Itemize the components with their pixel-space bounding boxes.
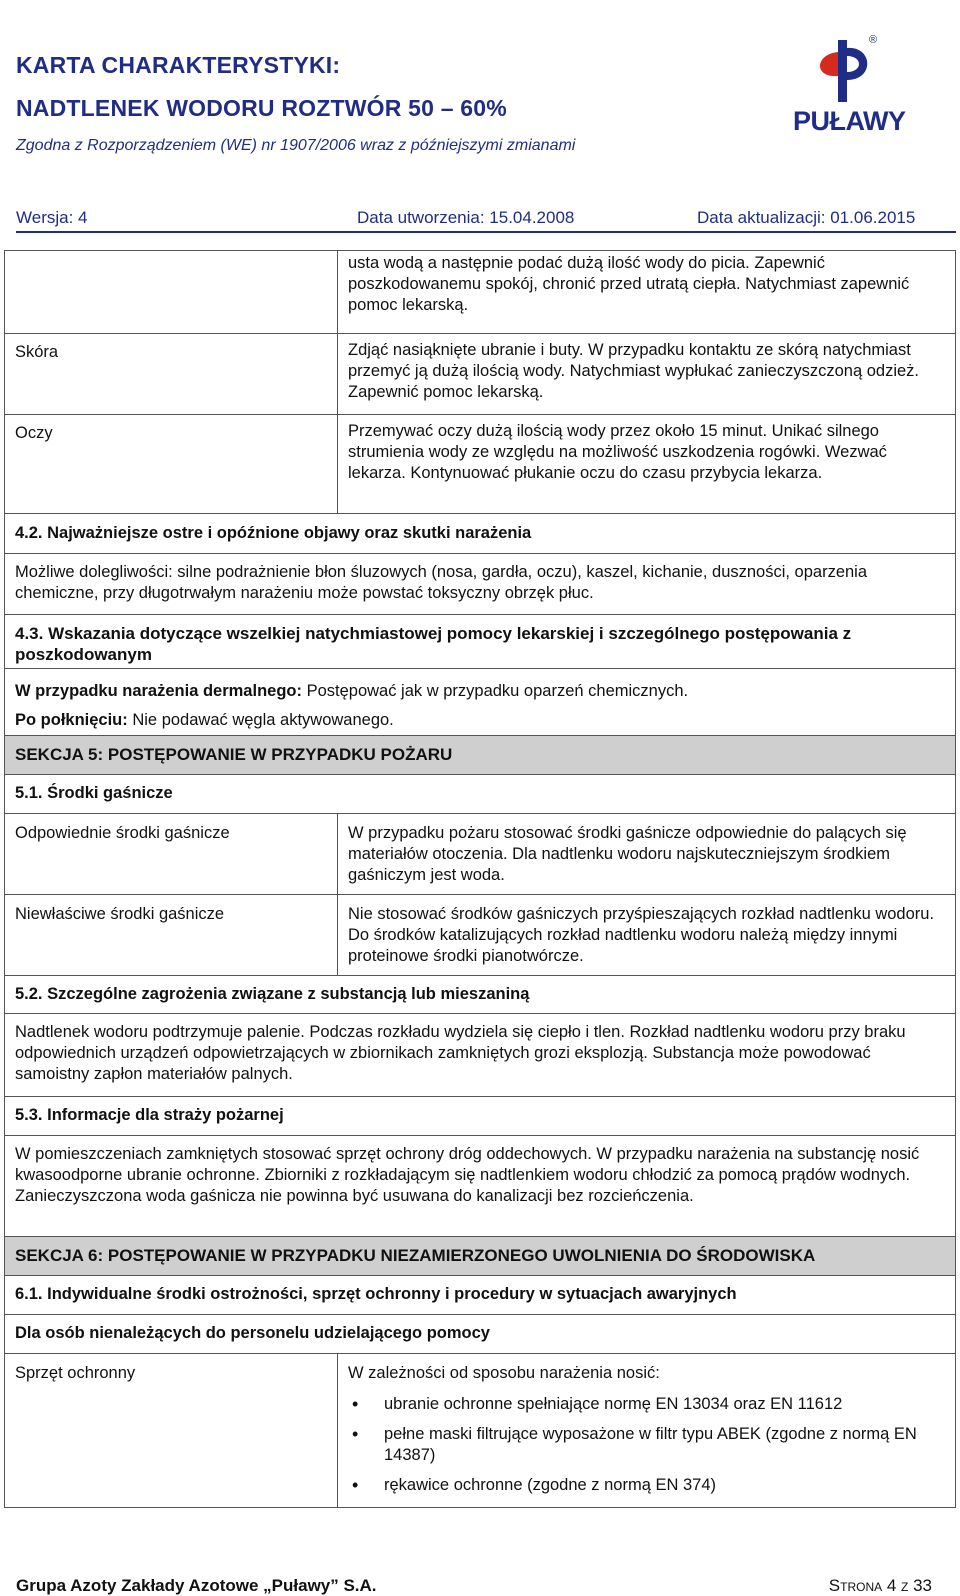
equipment-intro: W zależności od sposobu narażenia nosić: <box>348 1364 660 1382</box>
subsection-heading: Dla osób nienależących do personelu udzielającego pomocy <box>15 1324 490 1342</box>
product-name: NADTLENEK WODORU ROZTWÓR 50 – 60% <box>16 95 507 121</box>
ingestion-line <box>15 706 688 735</box>
subsection-text <box>5 669 698 735</box>
subsection-text: Nadtlenek wodoru podtrzymuje palenie. Podczas rozkładu wydziela się ciepło i tlen. Rozkład nadtlenku wodoru przy braku odpowiednich urządzeń odpowietrzających w zbiornikach zamkniętych grozi eksplozją. Substancja może powodować samoistny zapłon materiałów palnych. <box>15 1023 906 1083</box>
equipment-label: Sprzęt ochronny <box>5 1354 338 1507</box>
section-5-header <box>4 736 956 775</box>
first-aid-label: Skóra <box>5 334 338 414</box>
media-label: Niewłaściwe środki gaśnicze <box>5 895 338 975</box>
section-heading: SEKCJA 5: POSTĘPOWANIE W PRZYPADKU POŻARU <box>5 736 462 774</box>
creation-date: Data utworzenia: 15.04.2008 <box>357 208 575 227</box>
equipment-list <box>348 1394 945 1496</box>
subsection-heading: 5.1. Środki gaśnicze <box>15 784 173 802</box>
first-aid-label: Oczy <box>5 415 338 513</box>
dermal-text: Postępować jak w przypadku oparzeń chemicznych. <box>301 682 689 700</box>
subsection-6-1-heading <box>4 1276 956 1315</box>
subsection-4-3-body <box>4 669 956 736</box>
first-aid-text: Przemywać oczy dużą ilością wody przez około 15 minut. Unikać silnego strumienia wody ze względu na możliwość uszkodzenia rogówki. Wezwać lekarza. Kontynuować płukanie oczu do czasu przybycia lekarza. <box>348 422 887 482</box>
first-aid-text: Zdjąć nasiąknięte ubranie i buty. W przypadku kontaktu ze skórą natychmiast przemyć ją dużą ilością wody. Natychmiast wypłukać zanieczyszczoną odzież. Zapewnić pomoc lekarską. <box>348 341 920 401</box>
update-date: Data aktualizacji: 01.06.2015 <box>697 208 916 227</box>
dermal-label: W przypadku narażenia dermalnego: <box>15 682 302 700</box>
version: Wersja: 4 <box>16 208 88 227</box>
media-text: W przypadku pożaru stosować środki gaśnicze odpowiednie do palących się materiałów otoczenia. Dla nadtlenku wodoru najskuteczniejszym środkiem gaśniczym jest woda. <box>348 824 907 884</box>
subsection-heading: 5.3. Informacje dla straży pożarnej <box>15 1106 284 1124</box>
subsection-5-2-body <box>4 1014 956 1097</box>
logo-text: PUŁAWY <box>793 106 906 136</box>
list-item: • pełne maski filtrujące wyposażone w filtr typu ABEK (zgodne z normą EN 14387) <box>348 1424 945 1466</box>
equipment-content <box>338 1354 955 1507</box>
protective-equipment-row <box>4 1354 956 1508</box>
document-title: KARTA CHARAKTERYSTYKI: <box>16 52 341 78</box>
subsection-heading: 5.2. Szczególne zagrożenia związane z substancją lub mieszaniną <box>15 985 530 1003</box>
document-body <box>4 250 956 1508</box>
pulawy-logo <box>793 34 906 142</box>
subsection-4-2-heading <box>4 514 956 554</box>
subsection-heading: 4.3. Wskazania dotyczące wszelkiej natychmiastowej pomocy lekarskiej i szczególnego postępowania z poszkodowanym <box>15 624 852 664</box>
subsection-5-2-heading <box>4 976 956 1014</box>
registered-mark: ® <box>869 34 878 46</box>
non-emergency-personnel-heading <box>4 1315 956 1354</box>
extinguishing-media-suitable <box>4 814 956 895</box>
subsection-text: W pomieszczeniach zamkniętych stosować sprzęt ochrony dróg oddechowych. W przypadku narażenia na substancję nosić kwasoodporne ubranie ochronne. Zbiorniki z rozkładającym się nadtlenkiem wodoru chłodzić za pomocą prądów wodnych. Zanieczyszczona woda gaśnicza nie powinna być usuwana do kanalizacji bez rozcieńczenia. <box>15 1145 920 1205</box>
subsection-5-3-body <box>4 1136 956 1237</box>
ingestion-label: Po połknięciu: <box>15 711 128 729</box>
section-heading: SEKCJA 6: POSTĘPOWANIE W PRZYPADKU NIEZAMIERZONEGO UWOLNIENIA DO ŚRODOWISKA <box>5 1237 825 1275</box>
header-divider <box>16 231 956 233</box>
page-number: Strona 4 z 33 <box>828 1576 932 1595</box>
first-aid-row-skin <box>4 334 956 415</box>
subsection-5-1-heading <box>4 775 956 814</box>
list-item: • rękawice ochronne (zgodne z normą EN 374) <box>348 1475 945 1496</box>
extinguishing-media-unsuitable <box>4 895 956 976</box>
section-6-header <box>4 1237 956 1276</box>
media-text: Nie stosować środków gaśniczych przyśpieszających rozkład nadtlenku wodoru. Do środków katalizujących rozkład nadtlenku wodoru należą między innymi proteinowe środki pianotwórcze. <box>348 905 935 965</box>
first-aid-row <box>4 250 956 334</box>
first-aid-text: usta wodą a następnie podać dużą ilość wody do picia. Zapewnić poszkodowanemu spokój, chronić przed utratą ciepła. Natychmiast zapewnić pomoc lekarską. <box>348 254 910 314</box>
first-aid-label <box>5 251 338 333</box>
ingestion-text: Nie podawać węgla aktywowanego. <box>127 711 394 729</box>
subsection-heading: 4.2. Najważniejsze ostre i opóźnione objawy oraz skutki narażenia <box>15 524 532 542</box>
subsection-heading: 6.1. Indywidualne środki ostrożności, sprzęt ochronny i procedury w sytuacjach awaryjnych <box>15 1285 737 1303</box>
list-item: • ubranie ochronne spełniające normę EN 13034 oraz EN 11612 <box>348 1394 945 1415</box>
dermal-line <box>15 677 688 706</box>
subsection-4-2-body <box>4 554 956 615</box>
subsection-text: Możliwe dolegliwości: silne podrażnienie błon śluzowych (nosa, gardła, oczu), kaszel, kichanie, duszności, oparzenia chemiczne, przy długotrwałym narażeniu może powstać toksyczny obrzęk płuc. <box>15 563 868 602</box>
first-aid-row-eyes <box>4 415 956 514</box>
company-name: Grupa Azoty Zakłady Azotowe „Puławy” S.A. <box>16 1576 377 1595</box>
regulation-note: Zgodna z Rozporządzeniem (WE) nr 1907/2006 wraz z późniejszymi zmianami <box>16 137 576 154</box>
subsection-4-3-heading <box>4 615 956 669</box>
subsection-5-3-heading <box>4 1097 956 1136</box>
media-label: Odpowiednie środki gaśnicze <box>5 814 338 894</box>
